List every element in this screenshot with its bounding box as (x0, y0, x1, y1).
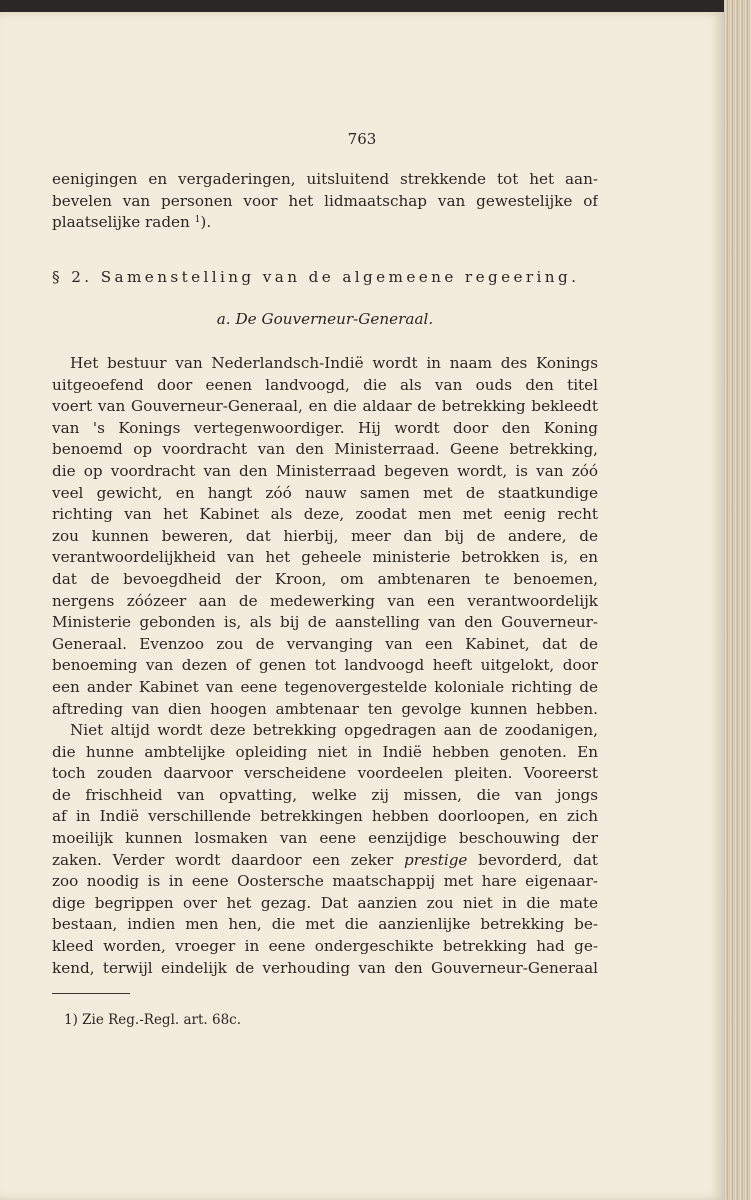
text-line: kend, terwijl eindelijk de verhouding van den Gouverneur-Generaal (52, 958, 598, 977)
text-fragment: ). (200, 213, 212, 232)
text-line: kleed worden, vroeger in eene ondergeschikte betrekking had ge- (52, 937, 598, 956)
text-line (52, 850, 598, 872)
text-line: toch zouden daarvoor verscheidene voordeelen pleiten. Vooreerst (52, 764, 598, 783)
text-line: zou kunnen beweren, dat hierbij, meer dan bij de andere, de (52, 526, 598, 545)
text-line: bestaan, indien men hen, die met die aanzienlijke betrekking be- (52, 915, 598, 934)
text-line: voert van Gouverneur-Generaal, en die aldaar de betrekking bekleedt (52, 397, 598, 416)
book-page (0, 12, 724, 1200)
footnote-marker: 1 (194, 215, 201, 226)
text-line: die op voordracht van den Ministerraad begeven wordt, is van zóó (52, 461, 598, 480)
text-line: aftreding van dien hoogen ambtenaar ten gevolge kunnen hebben. (52, 699, 598, 718)
text-line: de frischheid van opvatting, welke zij missen, die van jongs (52, 785, 598, 804)
text-line: moeilijk kunnen losmaken van eene eenzijdige beschouwing der (52, 829, 598, 848)
text-line: af in Indië verschillende betrekkingen hebben doorloopen, en zich (52, 807, 598, 826)
text-line: zoo noodig is in eene Oostersche maatschappij met hare eigenaar- (52, 872, 598, 891)
text-line: Generaal. Evenzoo zou de vervanging van een Kabinet, dat de (52, 634, 598, 653)
text-fragment: bevorderd, dat (478, 850, 598, 869)
section-heading: § 2. Samenstelling van de algemeene regeering. (52, 268, 580, 286)
text-line: dat de bevoegdheid der Kroon, om ambtenaren te benoemen, (52, 569, 598, 588)
paragraph-continuation (52, 169, 598, 234)
text-line: die hunne ambtelijke opleiding niet in Indië hebben genoten. En (52, 742, 598, 761)
text-line: benoemd op voordracht van den Ministerraad. Geene betrekking, (52, 440, 598, 459)
text-line: dige begrippen over het gezag. Dat aanzien zou niet in die mate (52, 893, 598, 912)
text-line: Ministerie gebonden is, als bij de aanstelling van den Gouverneur- (52, 613, 598, 632)
page-number: 763 (347, 130, 377, 148)
footnote: 1) Zie Reg.-Regl. art. 68c. (64, 1012, 242, 1028)
subsection-heading: a. De Gouverneur-Generaal. (216, 310, 434, 328)
paragraph-governor-general (52, 353, 598, 979)
text-fragment: plaatselijke raden (52, 213, 190, 232)
text-line: nergens zóózeer aan de medewerking van een verantwoordelijk (52, 591, 598, 610)
text-line: veel gewicht, en hangt zóó nauw samen met de staatkundige (52, 483, 598, 502)
text-line: uitgeoefend door eenen landvoogd, die als van ouds den titel (52, 375, 598, 394)
italic-word: prestige (403, 850, 468, 869)
text-line: van 's Konings vertegenwoordiger. Hij wordt door den Koning (52, 418, 598, 437)
text-line: benoeming van dezen of genen tot landvoogd heeft uitgelokt, door (52, 656, 598, 675)
footnote-rule (52, 993, 130, 994)
text-line: Niet altijd wordt deze betrekking opgedragen aan de zoodanigen, (70, 721, 598, 740)
text-line: een ander Kabinet van eene tegenovergestelde koloniale richting de (52, 677, 598, 696)
text-fragment: zaken. Verder wordt daardoor een zeker (52, 850, 394, 869)
text-line (52, 212, 598, 234)
text-line: eenigingen en vergaderingen, uitsluitend strekkende tot het aan- (52, 170, 598, 188)
page-stack-edge (724, 0, 751, 1200)
text-line: Het bestuur van Nederlandsch-Indië wordt in naam des Konings (70, 354, 598, 372)
text-line: bevelen van personen voor het lidmaatschap van gewestelijke of (52, 191, 598, 210)
text-line: richting van het Kabinet als deze, zoodat men met eenig recht (52, 505, 598, 524)
text-line: verantwoordelijkheid van het geheele ministerie betrokken is, en (52, 548, 598, 567)
